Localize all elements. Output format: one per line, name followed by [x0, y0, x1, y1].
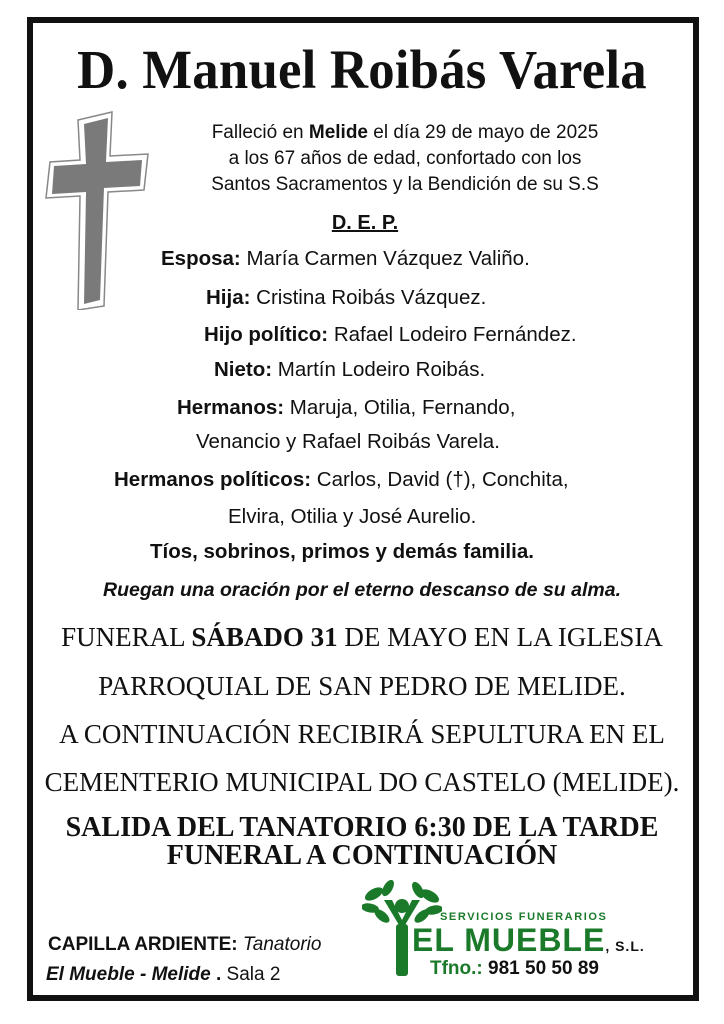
logo-phone: Tfno.: 981 50 50 89: [430, 958, 599, 979]
family-hermanos-politicos-cont: Elvira, Otilia y José Aurelio.: [228, 505, 477, 528]
family-hija: Hija: Cristina Roibás Vázquez.: [206, 286, 487, 309]
family-nieto: Nieto: Martín Lodeiro Roibás.: [214, 358, 486, 381]
family-hijo-politico: Hijo político: Rafael Lodeiro Fernández.: [204, 323, 577, 346]
family-otros: Tíos, sobrinos, primos y demás familia.: [150, 540, 534, 563]
family-hermanos-politicos: Hermanos políticos: Carlos, David (†), Conchita,: [114, 468, 569, 491]
funeral-line-3: A CONTINUACIÓN RECIBIRÁ SEPULTURA EN EL: [59, 719, 665, 749]
funeral-line-2: PARROQUIAL DE SAN PEDRO DE MELIDE.: [98, 671, 626, 701]
funeral-line-4: CEMENTERIO MUNICIPAL DO CASTELO (MELIDE).: [44, 767, 680, 797]
intro-date: el día 29 de mayo de 2025: [368, 122, 599, 143]
intro-age: a los 67 años de edad, confortado con los: [228, 148, 582, 169]
family-hermanos: Hermanos: Maruja, Otilia, Fernando,: [177, 396, 516, 419]
intro-text: Falleció en: [211, 122, 309, 143]
logo-name: EL MUEBLE, S.L.: [412, 922, 645, 958]
dep-heading: D. E. P.: [331, 212, 399, 234]
family-hermanos-cont: Venancio y Rafael Roibás Varela.: [196, 430, 500, 453]
intro-sacraments: Santos Sacramentos y la Bendición de su S.S: [211, 174, 599, 195]
funeral-line-1: FUNERAL SÁBADO 31 DE MAYO EN LA IGLESIA: [61, 622, 663, 652]
death-notice-text: [200, 120, 610, 198]
family-esposa: Esposa: María Carmen Vázquez Valiño.: [161, 247, 530, 270]
capilla-place: El Mueble - Melide . Sala 2: [46, 964, 281, 985]
deceased-name: D. Manuel Roibás Varela: [77, 39, 647, 100]
salida-line-1: SALIDA DEL TANATORIO 6:30 DE LA TARDE: [65, 812, 659, 843]
cross-icon: [44, 110, 152, 310]
logo-subtitle: SERVICIOS FUNERARIOS: [440, 911, 608, 923]
salida-line-2: FUNERAL A CONTINUACIÓN: [166, 840, 558, 871]
prayer-text: Ruegan una oración por el eterno descanso de su alma.: [103, 579, 621, 601]
intro-place: Melide: [308, 122, 368, 143]
capilla-label: CAPILLA ARDIENTE: Tanatorio: [48, 934, 322, 955]
